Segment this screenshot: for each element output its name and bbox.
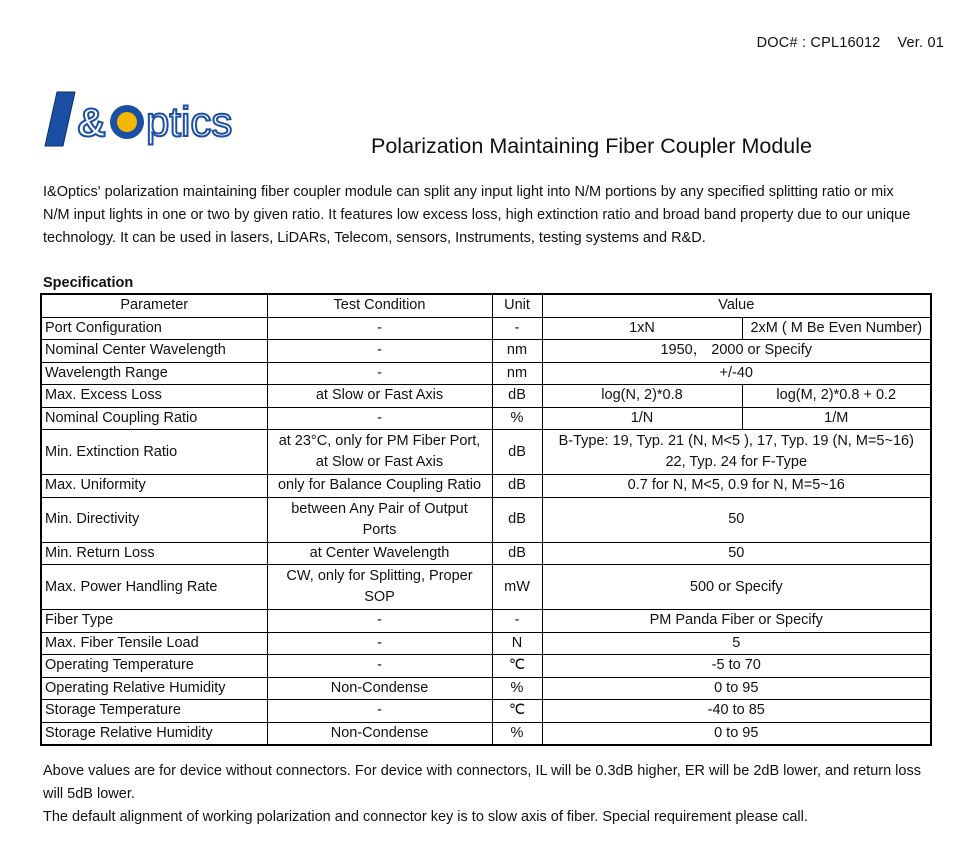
cell-value-line1: B-Type: 19, Typ. 21 (N, M<5 ), 17, Typ. 19 (N, M=5~16)	[558, 433, 914, 449]
cell-value: 500 or Specify	[542, 565, 931, 610]
table-row	[41, 722, 931, 745]
notes	[43, 760, 923, 828]
cell-condition-line2: SOP	[364, 589, 395, 605]
table-row	[41, 475, 931, 498]
cell-unit: ℃	[492, 700, 542, 723]
logo-amp: &	[77, 101, 106, 145]
cell-condition: only for Balance Coupling Ratio	[267, 475, 492, 498]
cell-parameter: Max. Excess Loss	[41, 385, 267, 408]
cell-parameter: Nominal Coupling Ratio	[41, 407, 267, 430]
cell-condition: Non-Condense	[267, 677, 492, 700]
cell-parameter: Max. Power Handling Rate	[41, 565, 267, 610]
cell-condition-line1: between Any Pair of Output	[291, 500, 468, 517]
cell-condition-line1: at 23°C, only for PM Fiber Port,	[278, 433, 481, 449]
cell-value: 1/M	[742, 407, 931, 430]
cell-value: 0 to 95	[542, 677, 931, 700]
cell-value: log(M, 2)*0.8 + 0.2	[742, 385, 931, 408]
cell-condition: -	[267, 362, 492, 385]
cell-value: 1950， 2000 or Specify	[542, 340, 931, 363]
note-connectors: Above values are for device without connectors. For device with connectors, IL will be 0.3dB higher, ER will be 2dB lower, and return loss will 5dB lower.	[43, 763, 921, 802]
cell-value: 1xN	[542, 317, 742, 340]
cell-unit: %	[492, 722, 542, 745]
cell-value: 50	[542, 497, 931, 542]
cell-unit: %	[492, 407, 542, 430]
cell-condition: -	[267, 655, 492, 678]
cell-parameter: Max. Uniformity	[41, 475, 267, 498]
cell-parameter: Min. Extinction Ratio	[41, 430, 267, 475]
table-row	[41, 655, 931, 678]
table-row	[41, 632, 931, 655]
cell-unit: nm	[492, 340, 542, 363]
cell-condition: -	[267, 610, 492, 633]
cell-unit: dB	[492, 497, 542, 542]
cell-value-line2: 22, Typ. 24 for F-Type	[665, 454, 808, 470]
document-number: DOC# : CPL16012 Ver. 01	[756, 35, 944, 51]
cell-parameter: Storage Temperature	[41, 700, 267, 723]
cell-value: 50	[542, 542, 931, 565]
cell-parameter: Port Configuration	[41, 317, 267, 340]
cell-condition-line1: CW, only for Splitting, Proper	[286, 568, 473, 584]
header-parameter: Parameter	[41, 294, 267, 317]
company-logo	[43, 86, 273, 156]
spec-table	[40, 293, 932, 746]
cell-unit: dB	[492, 475, 542, 498]
cell-value: 0 to 95	[542, 722, 931, 745]
cell-parameter: Operating Temperature	[41, 655, 267, 678]
cell-unit: ℃	[492, 655, 542, 678]
table-row	[41, 677, 931, 700]
spec-heading: Specification	[43, 275, 134, 291]
cell-condition: -	[267, 632, 492, 655]
cell-value: -40 to 85	[542, 700, 931, 723]
cell-condition: -	[267, 700, 492, 723]
cell-condition	[267, 497, 492, 542]
cell-condition: -	[267, 407, 492, 430]
cell-value	[542, 430, 931, 475]
cell-value: -5 to 70	[542, 655, 931, 678]
table-row	[41, 565, 931, 610]
cell-condition: Non-Condense	[267, 722, 492, 745]
cell-value: PM Panda Fiber or Specify	[542, 610, 931, 633]
cell-value: 1/N	[542, 407, 742, 430]
cell-parameter: Storage Relative Humidity	[41, 722, 267, 745]
cell-unit: N	[492, 632, 542, 655]
table-row	[41, 340, 931, 363]
intro-paragraph: I&Optics' polarization maintaining fiber coupler module can split any input light into N/M portions by any specified splitting ratio or mix N/M input lights in one or two by given ratio. It features low excess loss, high extinction ratio and broad band property due to our unique technology. It can be used in lasers, LiDARs, Telecom, sensors, Instruments, testing systems and R&D.	[43, 184, 911, 246]
table-row	[41, 385, 931, 408]
cell-parameter: Min. Return Loss	[41, 542, 267, 565]
logo-slash	[45, 92, 75, 146]
cell-parameter: Wavelength Range	[41, 362, 267, 385]
cell-unit: dB	[492, 430, 542, 475]
header-condition: Test Condition	[267, 294, 492, 317]
cell-condition: -	[267, 317, 492, 340]
table-header-row	[41, 294, 931, 317]
cell-parameter: Operating Relative Humidity	[41, 677, 267, 700]
table-row	[41, 317, 931, 340]
table-row	[41, 407, 931, 430]
page-title: Polarization Maintaining Fiber Coupler Module	[371, 134, 812, 158]
table-row	[41, 700, 931, 723]
header-unit: Unit	[492, 294, 542, 317]
cell-unit: nm	[492, 362, 542, 385]
table-row	[41, 497, 931, 542]
logo-ptics: ptics	[146, 98, 233, 145]
cell-value: log(N, 2)*0.8	[542, 385, 742, 408]
header-value: Value	[542, 294, 931, 317]
cell-value: 2xM ( M Be Even Number)	[742, 317, 931, 340]
logo-o-dot	[117, 112, 137, 132]
cell-value: +/-40	[542, 362, 931, 385]
cell-condition: at Slow or Fast Axis	[267, 385, 492, 408]
cell-condition-line2: at Slow or Fast Axis	[315, 454, 444, 470]
cell-unit: %	[492, 677, 542, 700]
cell-parameter: Min. Directivity	[41, 497, 267, 542]
table-row	[41, 362, 931, 385]
cell-unit: dB	[492, 385, 542, 408]
cell-condition: -	[267, 340, 492, 363]
cell-condition	[267, 430, 492, 475]
cell-parameter: Fiber Type	[41, 610, 267, 633]
table-row	[41, 542, 931, 565]
cell-condition-line2: Ports	[362, 521, 397, 538]
table-row	[41, 430, 931, 475]
cell-unit: -	[492, 317, 542, 340]
table-row	[41, 610, 931, 633]
cell-value: 5	[542, 632, 931, 655]
cell-parameter: Nominal Center Wavelength	[41, 340, 267, 363]
note-alignment: The default alignment of working polarization and connector key is to slow axis of fiber. Special requirement please call.	[43, 808, 808, 825]
cell-condition: at Center Wavelength	[267, 542, 492, 565]
cell-unit: -	[492, 610, 542, 633]
cell-value: 0.7 for N, M<5, 0.9 for N, M=5~16	[542, 475, 931, 498]
cell-unit: mW	[492, 565, 542, 610]
cell-unit: dB	[492, 542, 542, 565]
cell-parameter: Max. Fiber Tensile Load	[41, 632, 267, 655]
cell-condition	[267, 565, 492, 610]
